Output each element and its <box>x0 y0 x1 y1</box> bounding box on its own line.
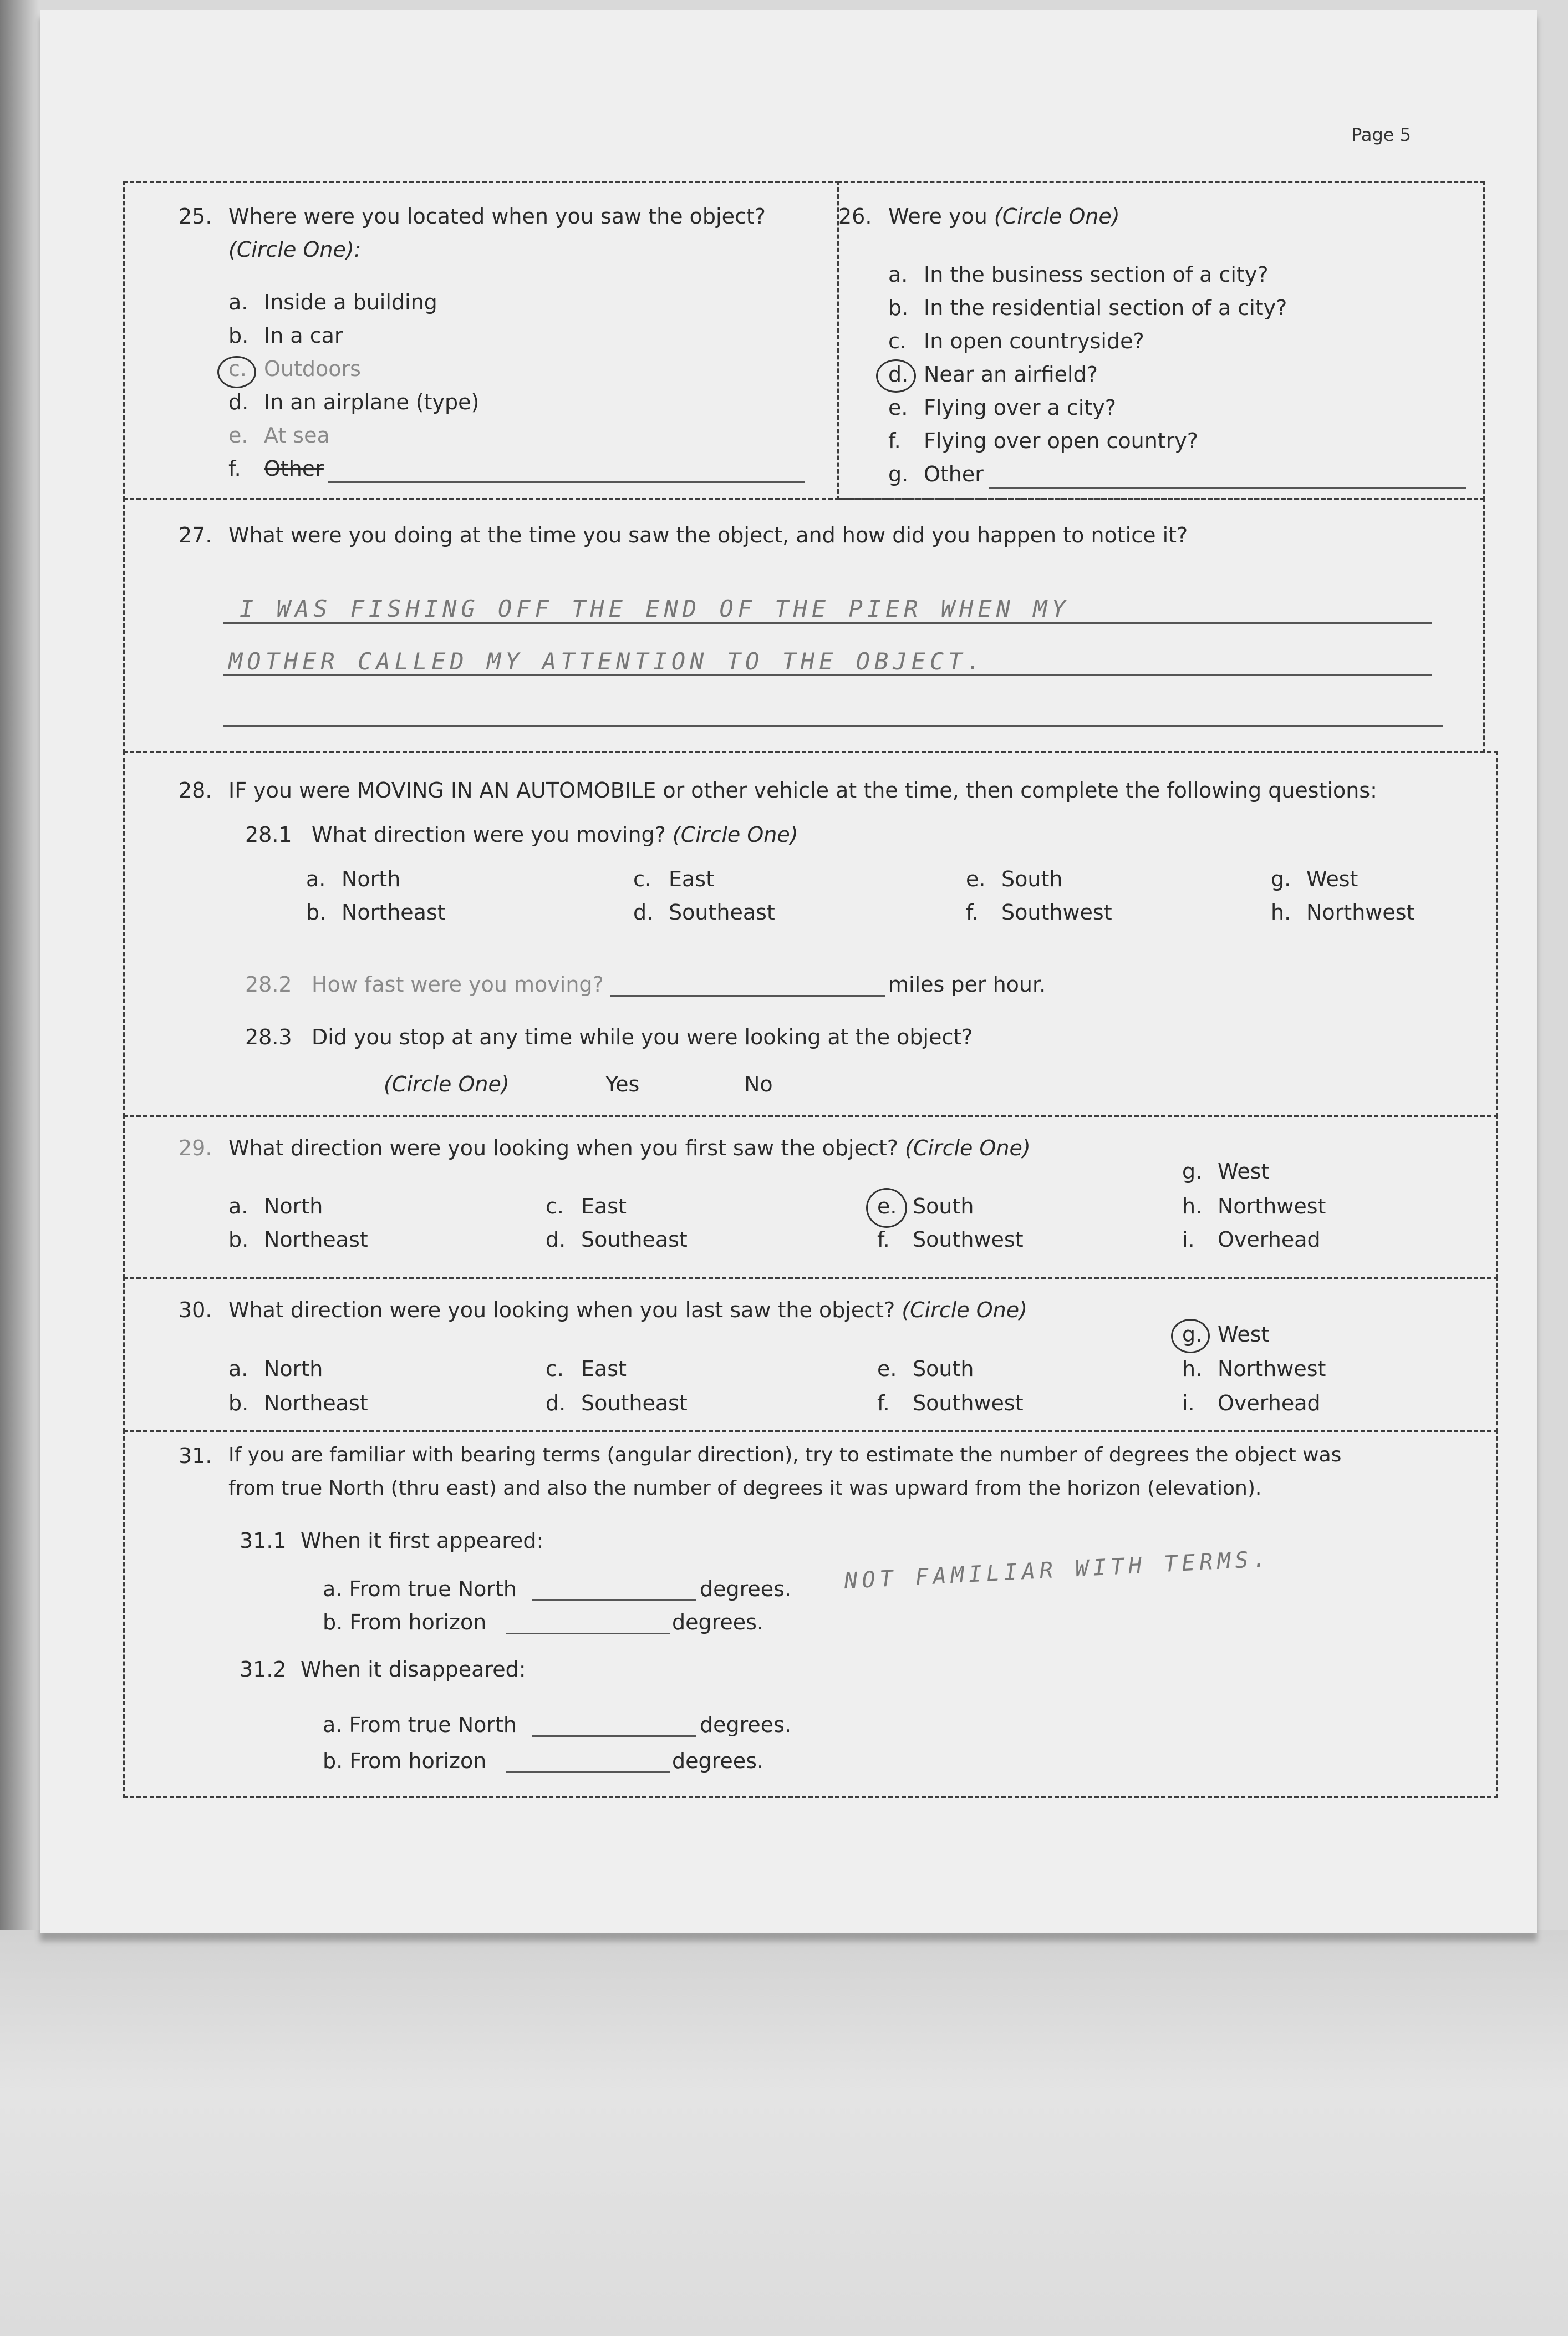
q26-option-f[interactable]: f. Flying over open country? <box>888 429 1198 453</box>
q25-prompt: Where were you located when you saw the object? <box>228 204 766 228</box>
q29-prompt: What direction were you looking when you first saw the object? (Circle One) <box>228 1136 1031 1160</box>
q31-2-prompt: When it disappeared: <box>301 1657 526 1682</box>
q30-option-e[interactable]: e. South <box>877 1357 974 1381</box>
q31-1-a-input-line[interactable] <box>532 1599 696 1601</box>
q29-option-h[interactable]: h. Northwest <box>1182 1194 1326 1218</box>
q30-circled-mark <box>1171 1319 1210 1353</box>
q28-prompt: IF you were MOVING IN AN AUTOMOBILE or other vehicle at the time, then complete the following questions: <box>228 778 1377 803</box>
q30-option-h[interactable]: h. Northwest <box>1182 1357 1326 1381</box>
q26-number: 26. <box>838 204 872 228</box>
q28-1-option-a[interactable]: a. North <box>306 867 401 891</box>
q29-option-g[interactable]: g. West <box>1182 1159 1270 1184</box>
q31-2-a-unit: degrees. <box>700 1713 792 1737</box>
q28-1-prompt: What direction were you moving? (Circle One) <box>312 822 798 847</box>
q30-option-d[interactable]: d. Southeast <box>546 1391 688 1415</box>
q31-2-b-input-line[interactable] <box>506 1771 670 1773</box>
q30-option-b[interactable]: b. Northeast <box>228 1391 368 1415</box>
q25-option-f[interactable]: f. Other <box>228 456 324 481</box>
q28-1-number: 28.1 <box>245 822 292 847</box>
q28-2-number: 28.2 <box>245 972 292 997</box>
q27-answer-line-3[interactable] <box>223 725 1443 727</box>
q26-prompt: Were you (Circle One) <box>888 204 1120 228</box>
q28-1-option-f[interactable]: f. Southwest <box>966 900 1112 925</box>
box-q28 <box>123 751 1498 1117</box>
q25-option-b[interactable]: b. In a car <box>228 323 343 348</box>
q30-option-g[interactable]: g. West <box>1182 1322 1270 1347</box>
q30-option-a[interactable]: a. North <box>228 1357 323 1381</box>
q25-option-a[interactable]: a. Inside a building <box>228 290 437 314</box>
q29-option-e[interactable]: e. South <box>877 1194 974 1218</box>
q28-1-option-d[interactable]: d. Southeast <box>633 900 775 925</box>
q28-2-speed-input-line[interactable] <box>610 995 885 997</box>
q30-option-i[interactable]: i. Overhead <box>1182 1391 1321 1415</box>
q31-1-a-unit: degrees. <box>700 1577 792 1601</box>
q28-3-number: 28.3 <box>245 1025 292 1049</box>
q28-1-option-h[interactable]: h. Northwest <box>1271 900 1415 925</box>
q31-2-b-unit: degrees. <box>672 1749 764 1773</box>
q28-2-prompt: How fast were you moving? <box>312 972 604 997</box>
q30-option-f[interactable]: f. Southwest <box>877 1391 1024 1415</box>
q25-number: 25. <box>179 204 212 228</box>
q28-1-option-b[interactable]: b. Northeast <box>306 900 446 925</box>
q25-option-c[interactable]: c. Outdoors <box>228 357 361 381</box>
scan-edge-shadow <box>0 0 39 1930</box>
q26-option-g[interactable]: g. Other <box>888 462 984 486</box>
q28-3-instruction: (Circle One) <box>384 1072 510 1096</box>
q31-1-b-label: b. From horizon <box>323 1610 487 1634</box>
q28-1-option-g[interactable]: g. West <box>1271 867 1358 891</box>
q29-option-c[interactable]: c. East <box>546 1194 627 1218</box>
q27-number: 27. <box>179 523 212 547</box>
q31-1-b-input-line[interactable] <box>506 1633 670 1634</box>
q31-handwritten-note: NOT FAMILIAR WITH TERMS. <box>843 1546 1271 1594</box>
page-number: Page 5 <box>1351 124 1411 145</box>
q29-number: 29. <box>179 1136 212 1160</box>
q30-prompt: What direction were you looking when you last saw the object? (Circle One) <box>228 1298 1027 1322</box>
q25-circled-mark <box>217 356 256 388</box>
q30-option-c[interactable]: c. East <box>546 1357 627 1381</box>
q28-2-unit: miles per hour. <box>888 972 1046 997</box>
q31-2-a-input-line[interactable] <box>532 1735 696 1737</box>
q31-2-a-label: a. From true North <box>323 1713 517 1737</box>
q27-prompt: What were you doing at the time you saw the object, and how did you happen to notice it? <box>228 523 1188 547</box>
q28-3-option-yes[interactable]: Yes <box>605 1072 640 1096</box>
q28-3-prompt: Did you stop at any time while you were looking at the object? <box>312 1025 973 1049</box>
q26-option-c[interactable]: c. In open countryside? <box>888 329 1144 353</box>
q31-2-b-label: b. From horizon <box>323 1749 487 1773</box>
q29-option-i[interactable]: i. Overhead <box>1182 1227 1321 1252</box>
q26-option-b[interactable]: b. In the residential section of a city? <box>888 296 1287 320</box>
q31-2-number: 31.2 <box>240 1657 287 1682</box>
q31-1-a-label: a. From true North <box>323 1577 517 1601</box>
q25-option-d[interactable]: d. In an airplane (type) <box>228 390 480 414</box>
q25-other-line[interactable] <box>328 481 805 483</box>
q26-option-e[interactable]: e. Flying over a city? <box>888 395 1116 420</box>
scanner-background <box>0 1930 1568 2336</box>
form-page <box>40 10 1537 1933</box>
q26-circled-mark <box>876 359 916 393</box>
q31-1-number: 31.1 <box>240 1528 287 1553</box>
q31-prompt-line1: If you are familiar with bearing terms (angular direction), try to estimate the number of degrees the object was <box>228 1444 1342 1466</box>
q31-1-prompt: When it first appeared: <box>301 1528 544 1553</box>
q26-option-d[interactable]: d. Near an airfield? <box>888 362 1098 387</box>
q27-answer-line-2[interactable] <box>223 674 1432 676</box>
q26-option-a[interactable]: a. In the business section of a city? <box>888 262 1269 287</box>
q31-prompt-line2: from true North (thru east) and also the number of degrees it was upward from the horizon (elevation). <box>228 1477 1262 1500</box>
q27-handwritten-answer-line1: I WAS FISHING OFF THE END OF THE PIER WHEN MY <box>240 595 1070 622</box>
q28-1-option-c[interactable]: c. East <box>633 867 714 891</box>
q30-number: 30. <box>179 1298 212 1322</box>
q31-number: 31. <box>179 1444 212 1468</box>
q28-3-option-no[interactable]: No <box>744 1072 773 1096</box>
q28-number: 28. <box>179 778 212 803</box>
q31-1-b-unit: degrees. <box>672 1610 764 1634</box>
q25-instruction: (Circle One): <box>228 237 362 262</box>
q29-option-d[interactable]: d. Southeast <box>546 1227 688 1252</box>
q25-option-e[interactable]: e. At sea <box>228 423 330 448</box>
q27-handwritten-answer-line2: MOTHER CALLED MY ATTENTION TO THE OBJECT. <box>228 648 985 675</box>
q28-1-option-e[interactable]: e. South <box>966 867 1063 891</box>
q29-circled-mark <box>866 1188 907 1228</box>
q29-option-b[interactable]: b. Northeast <box>228 1227 368 1252</box>
q29-option-a[interactable]: a. North <box>228 1194 323 1218</box>
q27-answer-line-1[interactable] <box>223 622 1432 624</box>
q29-option-f[interactable]: f. Southwest <box>877 1227 1024 1252</box>
q26-other-line[interactable] <box>989 487 1466 489</box>
